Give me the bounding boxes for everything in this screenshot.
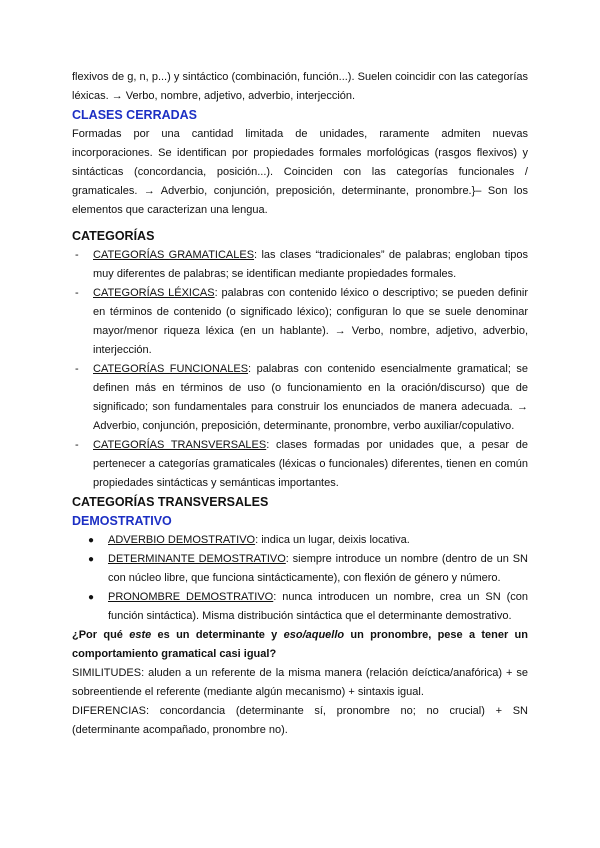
dot-bullet: ● <box>88 592 95 603</box>
dash-bullet: - <box>75 363 79 375</box>
demostrativo-list <box>72 531 528 626</box>
definition-text: : palabras con contenido léxico o descriptivo; se pueden definir en términos de contenido (o significado léxico); configuran lo que se suele denominar mayor/menor riqueza léxica (en un hablante). → Verbo, nombre, adjetivo, adverbio, interjección. <box>93 287 528 356</box>
clases-cerradas-paragraph: Formadas por una cantidad limitada de unidades, raramente admiten nuevas incorporaciones. Se identifican por propiedades formales morfológicas (rasgos flexivos) y sintácticas (concordancia, posición...). Coinciden con las categorías funcionales / gramaticales. → Adverbio, conjunción, preposición, determinante, pronombre.}– Son los elementos que caracterizan una lengua. <box>72 128 528 216</box>
list-item <box>72 246 528 284</box>
dash-bullet: - <box>75 249 79 261</box>
question-paragraph: ¿Por qué este es un determinante y eso/aquello un pronombre, pese a tener un comportamiento gramatical casi igual? <box>72 629 528 660</box>
list-item <box>72 550 528 588</box>
list-item <box>72 436 528 493</box>
dash-bullet: - <box>75 287 79 299</box>
diferencias-paragraph: DIFERENCIAS: concordancia (determinante sí, pronombre no; no crucial) + SN (determinante acompañado, pronombre no). <box>72 705 528 736</box>
definition-text: : palabras con contenido esencialmente gramatical; se definen más en términos de uso (o funcionamiento en la oración/discurso) que de significado; son fundamentales para construir los enunciados de manera adecuada. → Adverbio, conjunción, preposición, determinante, pronombre, verbo auxiliar/copulativo. <box>93 363 528 432</box>
list-item <box>72 531 528 550</box>
definition-text: : clases formadas por unidades que, a pesar de pertenecer a categorías gramaticales (léxicas o funcionales) diferentes, tienen en común propiedades sintácticas y semánticas importantes. <box>93 439 528 489</box>
definition-text: : indica un lugar, deixis locativa. <box>255 534 410 546</box>
similitudes-paragraph: SIMILITUDES: aluden a un referente de la misma manera (relación deíctica/anafórica) + se sobreentiende el referente (mediante algún mecanismo) + sintaxis igual. <box>72 667 528 698</box>
list-item <box>72 588 528 626</box>
demostrativo-heading: DEMOSTRATIVO <box>72 514 172 528</box>
categorias-list <box>72 246 528 493</box>
categorias-heading: CATEGORÍAS <box>72 229 155 243</box>
definition-text: : nunca introducen un nombre, crea un SN (con función sintáctica). Misma distribución sintáctica que el determinante demostrativo. <box>108 591 528 622</box>
list-item <box>72 360 528 436</box>
definition-text: : las clases “tradicionales” de palabras; engloban tipos muy diferentes de palabras; se identifican mediante propiedades formales. <box>93 249 528 280</box>
term-pronombre-demostrativo: PRONOMBRE DEMOSTRATIVO <box>108 591 274 603</box>
definition-text: : siempre introduce un nombre (dentro de un SN con núcleo libre, que funciona sintácticamente), con flexión de género y número. <box>108 553 528 584</box>
term-adverbio-demostrativo: ADVERBIO DEMOSTRATIVO <box>108 534 256 546</box>
intro-paragraph: flexivos de g, n, p...) y sintáctico (combinación, función...). Suelen coincidir con las categorías léxicas. → Verbo, nombre, adjetivo, adverbio, interjección. <box>72 71 528 102</box>
dot-bullet: ● <box>88 554 95 565</box>
term-gramaticales: CATEGORÍAS GRAMATICALES <box>93 249 255 261</box>
list-item <box>72 284 528 360</box>
emphasis-este: este <box>129 629 152 641</box>
term-transversales: CATEGORÍAS TRANSVERSALES <box>93 439 267 451</box>
emphasis-eso-aquello: eso/aquello <box>283 629 345 641</box>
dot-bullet: ● <box>88 535 95 546</box>
dash-bullet: - <box>75 439 79 451</box>
term-determinante-demostrativo: DETERMINANTE DEMOSTRATIVO <box>108 553 286 565</box>
term-funcionales: CATEGORÍAS FUNCIONALES <box>93 363 249 375</box>
transversales-heading: CATEGORÍAS TRANSVERSALES <box>72 495 269 509</box>
document-page <box>72 68 528 740</box>
clases-cerradas-heading: CLASES CERRADAS <box>72 108 198 122</box>
term-lexicas: CATEGORÍAS LÉXICAS <box>93 287 215 299</box>
